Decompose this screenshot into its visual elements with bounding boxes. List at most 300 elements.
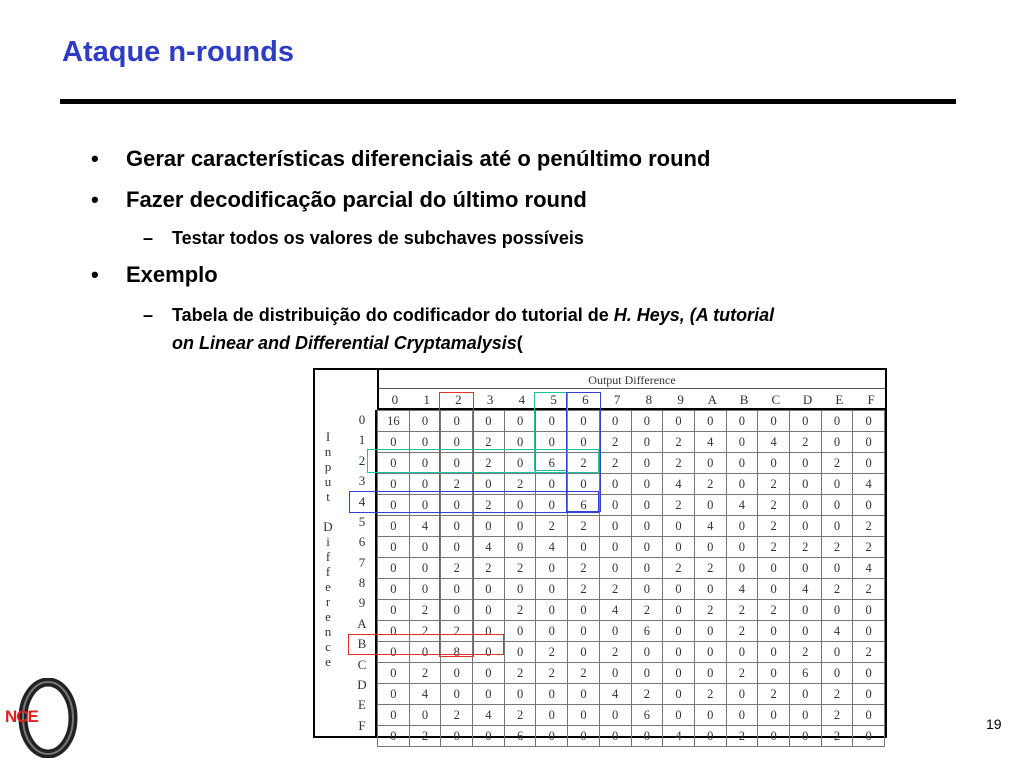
table-cell: 0 (409, 579, 441, 600)
table-cell: 0 (726, 474, 758, 495)
sub-bullet-mark: – (143, 305, 154, 325)
table-cell: 0 (409, 474, 441, 495)
table-cell: 2 (821, 705, 853, 726)
table-cell: 0 (504, 642, 536, 663)
table-cell: 2 (441, 558, 473, 579)
table-cell: 2 (821, 453, 853, 474)
table-cell: 2 (568, 453, 600, 474)
table-cell: 0 (726, 411, 758, 432)
table-cell: 0 (568, 705, 600, 726)
table-cell: 0 (504, 684, 536, 705)
table-cell: 0 (599, 495, 631, 516)
table-cell: 0 (378, 432, 410, 453)
table-cell: 0 (821, 600, 853, 621)
table-row (378, 579, 885, 600)
table-cell: 2 (631, 600, 663, 621)
table-cell: 0 (409, 705, 441, 726)
table-row (378, 726, 885, 747)
table-cell: 4 (599, 684, 631, 705)
table-cell: 0 (441, 726, 473, 747)
col-header: E (835, 392, 844, 407)
table-cell: 0 (409, 432, 441, 453)
table-cell: 0 (568, 537, 600, 558)
table-cell: 0 (853, 705, 885, 726)
table-cell: 2 (694, 558, 726, 579)
table-corner (315, 370, 377, 410)
table-cell: 0 (694, 579, 726, 600)
table-cell: 0 (473, 684, 505, 705)
table-cell: 0 (599, 474, 631, 495)
table-cell: 0 (663, 579, 695, 600)
table-cell: 4 (663, 474, 695, 495)
table-cell: 0 (694, 411, 726, 432)
row-header: 9 (358, 595, 366, 611)
table-cell: 0 (694, 663, 726, 684)
table-cell: 0 (536, 684, 568, 705)
side-label-letter: I (325, 429, 331, 444)
table-cell: 0 (631, 642, 663, 663)
table-cell: 2 (758, 495, 790, 516)
table-cell: 0 (663, 537, 695, 558)
table-cell: 0 (441, 432, 473, 453)
input-difference-header (315, 410, 377, 736)
table-cell: 0 (853, 663, 885, 684)
col-header: 7 (613, 392, 621, 407)
table-cell: 2 (441, 474, 473, 495)
table-cell: 0 (568, 474, 600, 495)
row-header: 1 (358, 432, 366, 448)
table-cell: 2 (789, 432, 821, 453)
col-header: 9 (677, 392, 684, 407)
side-label-letter: f (325, 564, 331, 579)
table-cell: 4 (853, 474, 885, 495)
table-cell: 16 (378, 411, 410, 432)
table-cell: 0 (758, 579, 790, 600)
table-cell: 0 (599, 621, 631, 642)
table-cell: 0 (853, 411, 885, 432)
bullet-3-text: Exemplo (126, 262, 218, 287)
table-cell: 2 (568, 516, 600, 537)
table-cell: 0 (631, 663, 663, 684)
table-cell: 0 (758, 726, 790, 747)
header-rule (379, 388, 885, 389)
table-cell: 0 (599, 537, 631, 558)
table-cell: 0 (473, 621, 505, 642)
table-cell: 0 (568, 621, 600, 642)
table-cell: 2 (663, 453, 695, 474)
table-cell: 0 (599, 516, 631, 537)
table-cell: 0 (473, 663, 505, 684)
table-cell: 4 (409, 684, 441, 705)
table-cell: 2 (853, 516, 885, 537)
table-cell: 0 (378, 474, 410, 495)
table-cell: 2 (821, 726, 853, 747)
table-cell: 4 (726, 495, 758, 516)
table-cell: 2 (441, 621, 473, 642)
table-cell: 0 (378, 537, 410, 558)
table-cell: 0 (378, 579, 410, 600)
table-cell: 0 (694, 537, 726, 558)
table-cell: 0 (536, 600, 568, 621)
table-row (378, 474, 885, 495)
table-cell: 0 (473, 579, 505, 600)
table-cell: 0 (789, 495, 821, 516)
table-cell: 0 (536, 495, 568, 516)
table-cell: 0 (536, 705, 568, 726)
table-cell: 0 (378, 558, 410, 579)
table-cell: 0 (631, 495, 663, 516)
side-label-letter: u (324, 474, 332, 489)
table-cell: 0 (726, 642, 758, 663)
table-cell: 0 (504, 495, 536, 516)
table-cell: 0 (409, 453, 441, 474)
table-cell: 0 (726, 705, 758, 726)
table-cell: 6 (568, 495, 600, 516)
table-cell: 2 (853, 579, 885, 600)
table-cell: 0 (663, 642, 695, 663)
table-cell: 0 (504, 516, 536, 537)
table-cell: 0 (726, 453, 758, 474)
table-cell: 0 (409, 642, 441, 663)
table-cell: 0 (726, 558, 758, 579)
sub-bullet-3-1 (143, 301, 943, 357)
table-cell: 0 (663, 600, 695, 621)
table-cell: 0 (536, 579, 568, 600)
table-cell: 0 (758, 411, 790, 432)
table-row (378, 642, 885, 663)
table-cell: 0 (536, 411, 568, 432)
table-cell: 0 (631, 453, 663, 474)
side-label-letter: p (324, 459, 332, 474)
col-header: 6 (582, 392, 589, 407)
table-cell: 6 (631, 621, 663, 642)
row-header: B (357, 636, 367, 652)
table-cell: 2 (536, 642, 568, 663)
table-cell: 4 (853, 558, 885, 579)
table-cell: 0 (473, 642, 505, 663)
bullet-2-text: Fazer decodificação parcial do último round (126, 187, 587, 212)
table-cell: 2 (853, 537, 885, 558)
row-header: E (358, 697, 366, 713)
table-cell: 0 (789, 726, 821, 747)
table-cell: 0 (758, 663, 790, 684)
table-cell: 0 (821, 558, 853, 579)
col-header: F (867, 392, 875, 407)
side-label-letter: i (326, 534, 330, 549)
table-row (378, 537, 885, 558)
table-cell: 2 (663, 432, 695, 453)
table-cell: 2 (758, 537, 790, 558)
table-cell: 0 (694, 453, 726, 474)
table-row (378, 558, 885, 579)
table-cell: 2 (473, 495, 505, 516)
sub-bullet-plain: Tabela de distribuição do codificador do tutorial de (172, 305, 614, 325)
table-cell: 0 (441, 516, 473, 537)
bullet-1 (91, 146, 951, 172)
table-cell: 0 (473, 600, 505, 621)
table-cell: 2 (568, 579, 600, 600)
table-cell: 0 (504, 411, 536, 432)
table-cell: 8 (441, 642, 473, 663)
sub-bullet-tail: ( (516, 333, 523, 353)
table-cell: 2 (568, 663, 600, 684)
row-header: 0 (358, 412, 366, 427)
col-header: 2 (455, 392, 462, 407)
side-label-letter: r (325, 594, 331, 609)
table-cell: 0 (631, 579, 663, 600)
table-cell: 0 (504, 453, 536, 474)
table-cell: 4 (599, 600, 631, 621)
slide-title: Ataque n-rounds (62, 36, 294, 68)
table-cell: 4 (536, 537, 568, 558)
side-label-letter: e (325, 579, 331, 594)
col-header: 3 (486, 392, 494, 407)
table-cell: 2 (631, 684, 663, 705)
col-header: A (707, 392, 718, 407)
table-cell: 0 (441, 684, 473, 705)
table-cell: 2 (536, 663, 568, 684)
bullet-1-text: Gerar características diferenciais até o penúltimo round (126, 146, 711, 171)
table-cell: 2 (504, 705, 536, 726)
table-cell: 0 (853, 621, 885, 642)
table-cell: 2 (726, 663, 758, 684)
table-cell: 0 (694, 726, 726, 747)
table-row (378, 453, 885, 474)
table-cell: 0 (631, 537, 663, 558)
bullet-mark: • (91, 262, 99, 287)
table-cell: 0 (821, 495, 853, 516)
table-cell: 0 (599, 705, 631, 726)
table-cell: 0 (758, 558, 790, 579)
side-label-letter: e (325, 609, 331, 624)
table-cell: 0 (378, 453, 410, 474)
table-cell: 4 (789, 579, 821, 600)
table-row (378, 432, 885, 453)
sub-bullet-2-1 (143, 224, 943, 252)
table-cell: 0 (631, 558, 663, 579)
table-cell: 0 (378, 642, 410, 663)
table-cell: 0 (853, 684, 885, 705)
table-cell: 0 (599, 558, 631, 579)
table-cell: 0 (663, 516, 695, 537)
table-cell: 0 (789, 558, 821, 579)
table-cell: 2 (599, 453, 631, 474)
row-header: 6 (358, 534, 366, 550)
table-cell: 2 (568, 558, 600, 579)
table-cell: 2 (663, 495, 695, 516)
table-cell: 0 (631, 516, 663, 537)
sub-bullet-3-1-text (172, 301, 774, 357)
table-cell: 0 (568, 432, 600, 453)
table-cell: 0 (473, 474, 505, 495)
table-cell: 4 (663, 726, 695, 747)
table-cell: 2 (694, 600, 726, 621)
table-cell: 0 (853, 432, 885, 453)
table-row (378, 411, 885, 432)
side-label-letter: D (323, 519, 333, 534)
page-number: 19 (986, 716, 1002, 732)
table-cell: 0 (378, 705, 410, 726)
table-cell: 6 (789, 663, 821, 684)
table-cell: 0 (536, 726, 568, 747)
col-header: 8 (645, 392, 653, 407)
table-cell: 4 (473, 705, 505, 726)
table-row (378, 516, 885, 537)
table-cell: 0 (758, 621, 790, 642)
table-row (378, 495, 885, 516)
table-cell: 0 (536, 432, 568, 453)
table-cell: 0 (504, 621, 536, 642)
table-cell: 0 (663, 684, 695, 705)
table-cell: 2 (473, 453, 505, 474)
table-cell: 0 (504, 432, 536, 453)
table-cell: 0 (789, 600, 821, 621)
table-cell: 4 (694, 516, 726, 537)
table-cell: 0 (599, 663, 631, 684)
table-cell: 0 (378, 726, 410, 747)
sub-bullet-italic-2: on Linear and Differential Cryptamalysis (172, 333, 517, 353)
table-cell: 2 (853, 642, 885, 663)
col-header: 5 (550, 392, 557, 407)
table-cell: 6 (504, 726, 536, 747)
table-cell: 2 (473, 558, 505, 579)
side-label-letter: n (324, 444, 332, 459)
col-header: 1 (423, 392, 430, 407)
table-cell: 2 (409, 663, 441, 684)
table-cell: 0 (758, 642, 790, 663)
row-header: 8 (358, 575, 366, 590)
table-cell: 0 (821, 516, 853, 537)
table-cell: 0 (663, 411, 695, 432)
bullet-mark: • (91, 187, 99, 212)
table-row (378, 663, 885, 684)
table-cell: 0 (441, 411, 473, 432)
table-cell: 0 (409, 495, 441, 516)
table-cell: 0 (441, 579, 473, 600)
table-cell: 0 (409, 537, 441, 558)
table-cell: 0 (821, 642, 853, 663)
table-row (378, 621, 885, 642)
table-cell: 2 (536, 516, 568, 537)
col-header: B (739, 392, 749, 407)
table-cell: 0 (441, 537, 473, 558)
table-cell: 0 (536, 474, 568, 495)
table-cell: 0 (504, 537, 536, 558)
side-label-letter (326, 504, 329, 519)
distribution-grid (377, 410, 885, 747)
table-cell: 0 (378, 495, 410, 516)
sub-bullet-italic-1: H. Heys, (A tutorial (613, 305, 775, 325)
side-label-letter: e (325, 654, 331, 669)
row-header: A (357, 615, 367, 631)
table-cell: 0 (378, 684, 410, 705)
table-cell: 0 (378, 621, 410, 642)
table-cell: 0 (694, 642, 726, 663)
table-cell: 0 (631, 474, 663, 495)
row-header: C (357, 656, 367, 672)
row-header: F (358, 717, 366, 733)
table-cell: 0 (663, 621, 695, 642)
table-cell: 0 (789, 621, 821, 642)
table-cell: 0 (694, 705, 726, 726)
col-header: D (802, 392, 813, 407)
side-label-letter: n (324, 624, 332, 639)
output-difference-title: Output Difference (588, 373, 676, 387)
table-cell: 0 (568, 600, 600, 621)
table-cell: 0 (694, 621, 726, 642)
bullet-3 (91, 262, 951, 288)
table-cell: 0 (441, 663, 473, 684)
table-cell: 2 (758, 600, 790, 621)
table-cell: 0 (758, 705, 790, 726)
table-cell: 0 (568, 642, 600, 663)
table-cell: 0 (473, 726, 505, 747)
bullet-2 (91, 187, 951, 213)
table-cell: 0 (378, 600, 410, 621)
table-cell: 4 (821, 621, 853, 642)
table-cell: 0 (726, 432, 758, 453)
table-cell: 0 (853, 600, 885, 621)
table-row (378, 684, 885, 705)
table-cell: 0 (631, 432, 663, 453)
table-cell: 0 (441, 453, 473, 474)
table-cell: 0 (441, 600, 473, 621)
table-cell: 4 (409, 516, 441, 537)
table-cell: 0 (758, 453, 790, 474)
table-cell: 0 (631, 411, 663, 432)
table-cell: 0 (789, 453, 821, 474)
table-cell: 2 (758, 474, 790, 495)
table-cell: 2 (504, 663, 536, 684)
table-cell: 0 (726, 537, 758, 558)
table-cell: 2 (409, 600, 441, 621)
table-cell: 4 (473, 537, 505, 558)
table-cell: 0 (663, 663, 695, 684)
table-cell: 0 (599, 726, 631, 747)
table-cell: 2 (504, 474, 536, 495)
table-cell: 2 (599, 432, 631, 453)
table-cell: 2 (504, 600, 536, 621)
col-header: 0 (391, 392, 399, 407)
table-cell: 0 (853, 453, 885, 474)
table-cell: 0 (504, 579, 536, 600)
table-cell: 0 (378, 516, 410, 537)
table-cell: 0 (821, 411, 853, 432)
table-cell: 2 (821, 537, 853, 558)
table-cell: 0 (789, 684, 821, 705)
table-cell: 0 (726, 684, 758, 705)
table-cell: 2 (789, 642, 821, 663)
table-cell: 0 (441, 495, 473, 516)
table-cell: 2 (694, 474, 726, 495)
table-cell: 0 (473, 516, 505, 537)
table-cell: 4 (726, 579, 758, 600)
table-cell: 0 (789, 705, 821, 726)
table-cell: 0 (821, 432, 853, 453)
table-cell: 2 (726, 600, 758, 621)
difference-distribution-table (313, 368, 887, 743)
table-cell: 0 (473, 411, 505, 432)
table-cell: 2 (726, 621, 758, 642)
table-cell: 2 (758, 516, 790, 537)
table-cell: 2 (663, 558, 695, 579)
table-cell: 2 (409, 726, 441, 747)
col-header: 4 (518, 392, 526, 407)
bullet-mark: • (91, 146, 99, 171)
table-cell: 2 (821, 684, 853, 705)
col-header: C (771, 392, 781, 407)
row-header: 4 (358, 493, 366, 509)
